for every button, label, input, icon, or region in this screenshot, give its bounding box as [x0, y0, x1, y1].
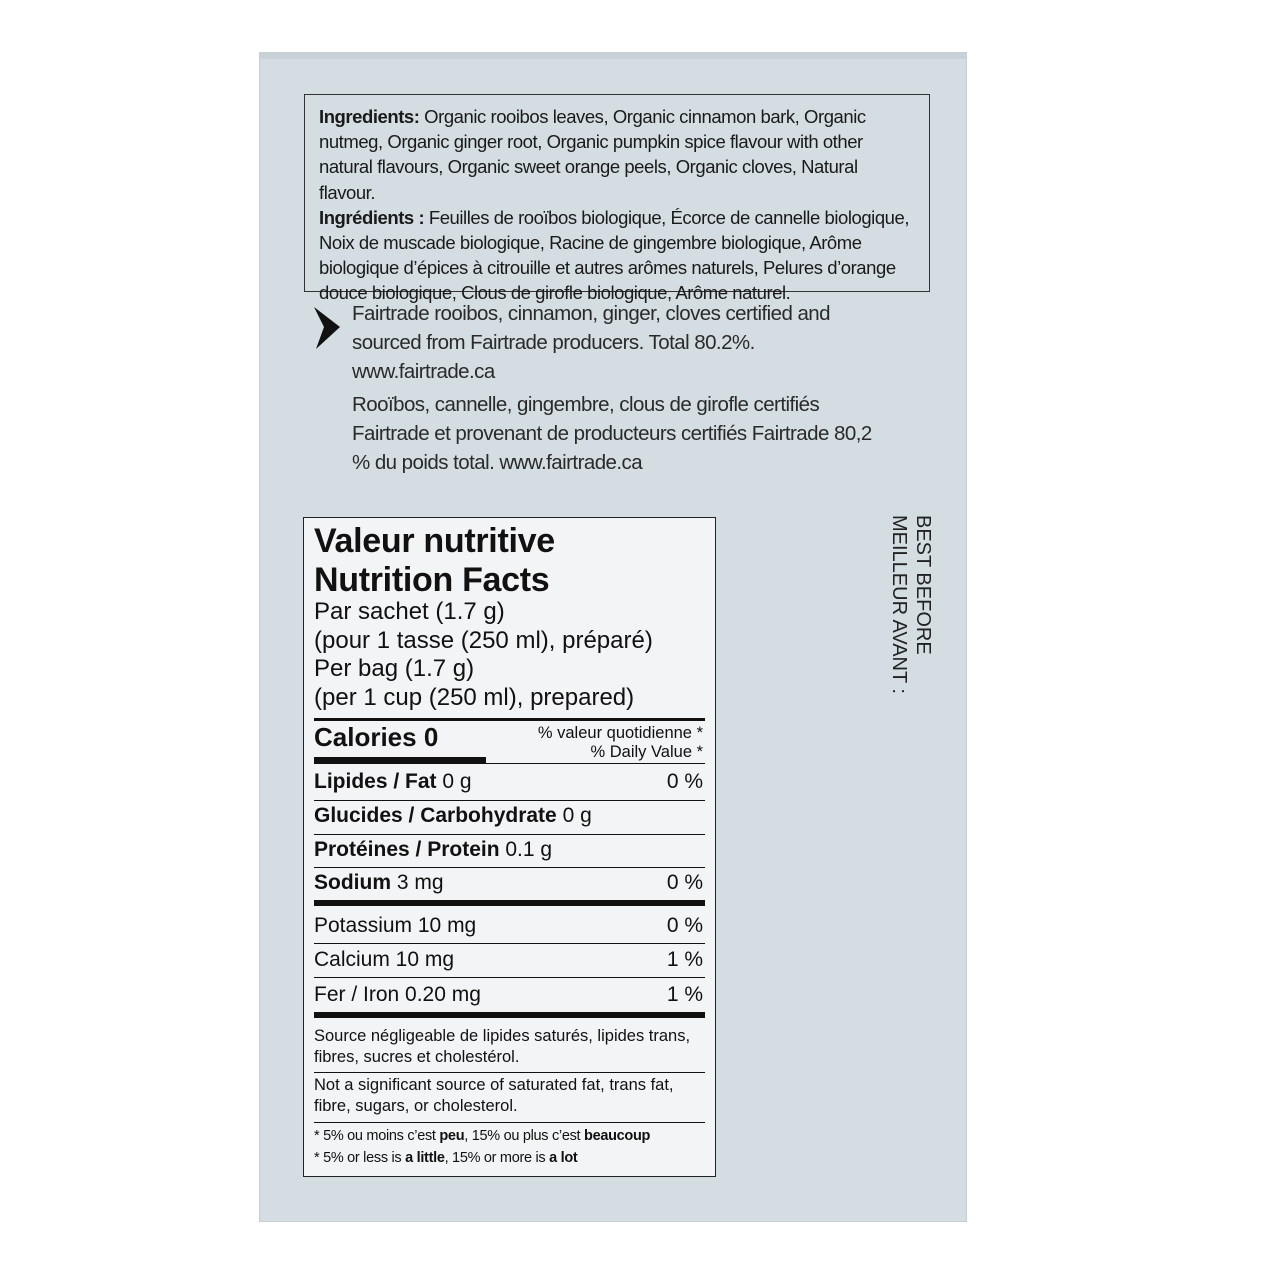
- nutrient-amount: 0.1 g: [499, 838, 553, 861]
- mineral-label: Calcium 10 mg: [314, 948, 455, 971]
- ingredients-box: [304, 94, 930, 304]
- nutrient-pct: 0 %: [666, 871, 703, 894]
- daily-value-fr: % valeur quotidienne *: [537, 724, 703, 742]
- thick-divider-rule: [314, 1012, 705, 1018]
- daily-value-en: % Daily Value *: [590, 743, 703, 761]
- nutrient-label: Lipides / Fat: [314, 770, 437, 793]
- best-before-label: [865, 515, 935, 715]
- negligible-note-en: Not a significant source of saturated fat, trans fat, fibre, sugars, or cholesterol.: [314, 1076, 674, 1115]
- footnote-emphasis: beaucoup: [584, 1128, 651, 1144]
- nutrition-title: [314, 522, 555, 600]
- divider-rule: [314, 718, 705, 721]
- nutrient-label: Sodium: [314, 871, 391, 894]
- nutrition-facts-table: [303, 517, 716, 1177]
- divider-rule: [314, 763, 705, 764]
- footnote-text: * 5% ou moins c’est: [314, 1128, 440, 1144]
- footnote-text: , 15% ou plus c’est: [464, 1128, 585, 1144]
- nutrient-amount: 0 g: [436, 770, 472, 793]
- best-before-fr: MEILLEUR AVANT :: [888, 515, 910, 694]
- mineral-pct: 0 %: [666, 914, 703, 937]
- fairtrade-en: Fairtrade rooibos, cinnamon, ginger, cloves certified and sourced from Fairtrade producers. Total 80.2%. www.fairtrade.ca: [352, 302, 831, 383]
- mineral-row-calcium: [314, 943, 705, 977]
- thick-divider-rule: [314, 900, 705, 906]
- serving-line: Per bag (1.7 g): [314, 655, 475, 682]
- calories: Calories 0: [314, 722, 439, 752]
- ingredients-en-text: Organic rooibos leaves, Organic cinnamon bark, Organic nutmeg, Organic ginger root, Organic pumpkin spice flavour with other natural flavours, Organic sweet orange peels, Organic cloves, Natural flavour.: [319, 106, 866, 203]
- nutrient-row-fat: [314, 765, 705, 799]
- footnote-emphasis: a little: [405, 1150, 445, 1166]
- serving-line: Par sachet (1.7 g): [314, 598, 505, 625]
- best-before-en: BEST BEFORE: [912, 515, 934, 655]
- serving-line: (pour 1 tasse (250 ml), préparé): [314, 626, 653, 654]
- ingredients-fr: [319, 205, 915, 306]
- ingredients-fr-text: Feuilles de rooïbos biologique, Écorce de cannelle biologique, Noix de muscade biologique, Racine de gingembre biologique, Arôme biologique d’épices à citrouille et autres arômes naturels, Pelures d’orange douce biologique, Clous de girofle biologique, Arôme naturel.: [319, 206, 910, 304]
- footnote-en: [314, 1147, 577, 1169]
- nutrition-title-en: Nutrition Facts: [314, 561, 550, 599]
- footnote-fr: [314, 1125, 650, 1147]
- footnote-emphasis: a lot: [549, 1150, 578, 1166]
- footnote-text: , 15% or more is: [444, 1150, 550, 1166]
- footnote-text: * 5% or less is: [314, 1150, 406, 1166]
- mineral-label: Fer / Iron 0.20 mg: [314, 983, 481, 1006]
- fairtrade-statement: [352, 300, 892, 483]
- mineral-label: Potassium 10 mg: [314, 914, 477, 937]
- nutrient-row-carbohydrate: [314, 799, 705, 833]
- footnote-emphasis: peu: [439, 1128, 465, 1144]
- ingredients-en: [319, 104, 915, 205]
- mineral-pct: 1 %: [666, 983, 703, 1006]
- nutrient-row-protein: [314, 833, 705, 867]
- negligible-note-fr: Source négligeable de lipides saturés, lipides trans, fibres, sucres et cholestérol.: [314, 1027, 691, 1066]
- fairtrade-fr: Rooïbos, cannelle, gingembre, clous de girofle certifiés Fairtrade et provenant de producteurs certifiés Fairtrade 80,2 % du poids total. www.fairtrade.ca: [352, 393, 872, 474]
- fairtrade-chevron-icon: [312, 305, 342, 351]
- mineral-row-iron: [314, 978, 705, 1012]
- serving-line: (per 1 cup (250 ml), prepared): [314, 683, 635, 711]
- serving-size: [314, 598, 653, 712]
- daily-value-header: [538, 724, 703, 762]
- nutrient-label: Glucides / Carbohydrate: [314, 804, 557, 827]
- nutrient-label: Protéines / Protein: [314, 838, 500, 861]
- package-top-edge: [260, 53, 966, 59]
- mineral-row-potassium: [314, 909, 705, 943]
- mineral-pct: 1 %: [666, 948, 703, 971]
- nutrition-title-fr: Valeur nutritive: [314, 522, 555, 560]
- divider-rule: [314, 1072, 705, 1073]
- nutrient-pct: 0 %: [666, 770, 703, 793]
- nutrient-amount: 3 mg: [391, 871, 444, 894]
- nutrient-row-sodium: [314, 866, 705, 900]
- divider-rule: [314, 1122, 705, 1123]
- nutrient-amount: 0 g: [556, 804, 592, 827]
- ingredients-fr-label: Ingrédients :: [319, 206, 425, 228]
- ingredients-en-label: Ingredients:: [319, 106, 420, 127]
